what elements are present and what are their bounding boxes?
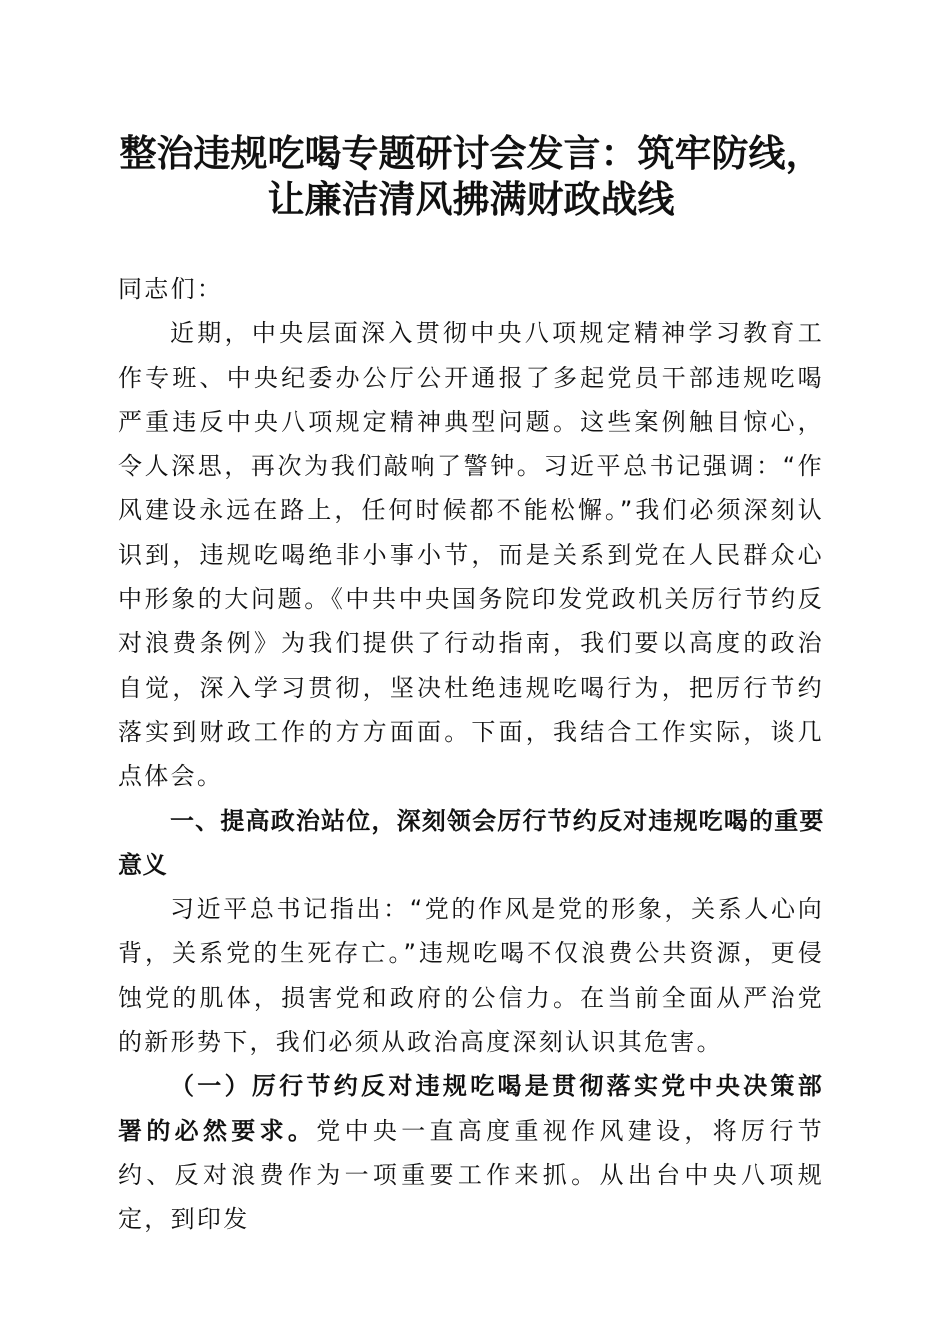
intro-paragraph: 近期，中央层面深入贯彻中央八项规定精神学习教育工作专班、中央纪委办公厅公开通报了多起党员干部违规吃喝严重违反中央八项规定精神典型问题。这些案例触目惊心，令人深思，再次为我们敲响了警钟。习近平总书记强调：“作风建设永远在路上，任何时候都不能松懈。”我们必须深刻认识到，违规吃喝绝非小事小节，而是关系到党在人民群众心中形象的大问题。《中共中央国务院印发党政机关厉行节约反对浪费条例》为我们提供了行动指南，我们要以高度的政治自觉，深入学习贯彻，坚决杜绝违规吃喝行为，把厉行节约落实到财政工作的方方面面。下面，我结合工作实际，谈几点体会。 — [118, 319, 824, 791]
document-page — [118, 130, 824, 1242]
document-title: 整治违规吃喝专题研讨会发言：筑牢防线，让廉洁清风拂满财政战线 — [119, 131, 823, 221]
subsection-1-paragraph — [118, 1064, 824, 1241]
section-heading-1: 一、提高政治站位，深刻领会厉行节约反对违规吃喝的重要意义 — [118, 806, 824, 879]
subsection-1-text: 党中央一直高度重视作风建设，将厉行节约、反对浪费作为一项重要工作来抓。从出台中央八项规定，到印发 — [118, 1116, 824, 1234]
salutation: 同志们： — [118, 275, 224, 303]
subsection-heading-1: （一）厉行节约反对违规吃喝是贯彻落实党中央决策部署的必然要求。 — [118, 1072, 824, 1145]
section-1-paragraph: 习近平总书记指出：“党的作风是党的形象，关系人心向背，关系党的生死存亡。”违规吃喝不仅浪费公共资源，更侵蚀党的肌体，损害党和政府的公信力。在当前全面从严治党的新形势下，我们必须从政治高度深刻认识其危害。 — [118, 895, 824, 1057]
